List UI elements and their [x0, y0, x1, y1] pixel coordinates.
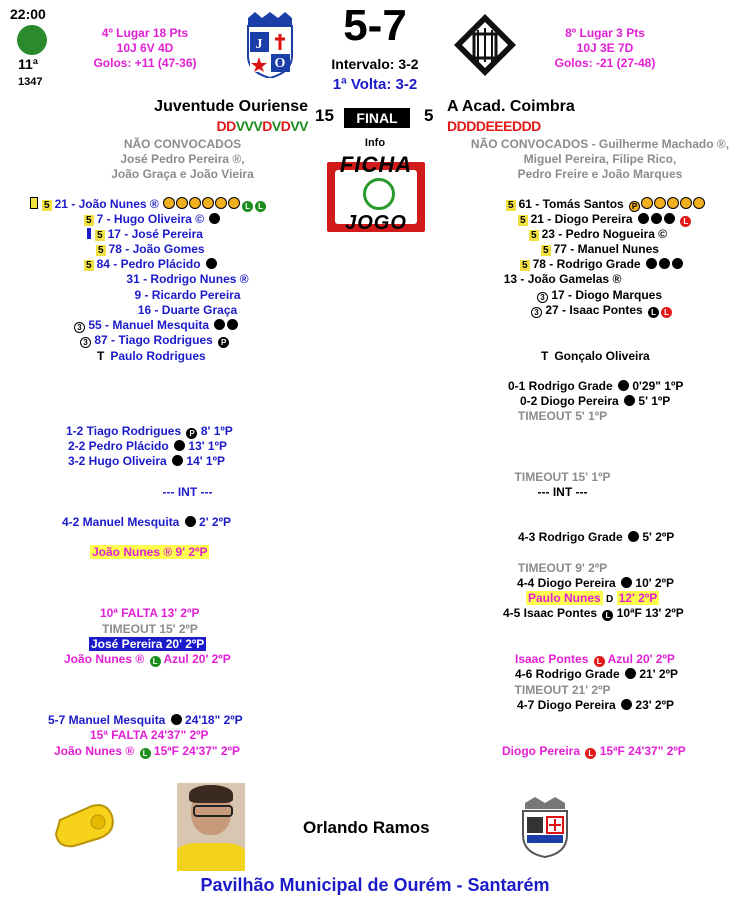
home-event [54, 744, 240, 759]
d-icon: D [606, 594, 614, 605]
event-text: 4-2 Manuel Mesquita [62, 515, 180, 529]
penalty-icon: P [629, 201, 640, 212]
five-badge: 5 [98, 245, 104, 256]
home-not-called-line: José Pedro Pereira ®, [120, 152, 245, 166]
five-badge: 5 [86, 215, 92, 226]
away-standing-line: 10J 3E 7D [576, 41, 634, 55]
home-event [64, 652, 231, 667]
event-text: Paulo Nunes [528, 591, 601, 605]
away-event-highlight [526, 591, 659, 607]
three-badge: 3 [537, 292, 548, 303]
home-team-name[interactable]: Juventude Ouriense [154, 98, 308, 115]
player-figure-icon [363, 178, 395, 210]
home-not-called-line: João Graça e João Vieira [111, 167, 254, 181]
away-player-row[interactable] [518, 212, 691, 227]
home-event [66, 424, 233, 439]
away-player-row[interactable] [541, 242, 659, 257]
player-name[interactable]: 21 - João Nunes ® [54, 197, 159, 211]
away-standing-line: 8º Lugar 3 Pts [565, 26, 645, 40]
away-player-row[interactable] [529, 227, 667, 242]
away-player-row[interactable] [529, 303, 672, 318]
three-badge: 3 [74, 322, 85, 333]
red-l-icon: L [594, 656, 605, 667]
five-badge: 5 [86, 260, 92, 271]
event-time: 14' 1ºP [186, 454, 225, 468]
away-event [515, 667, 678, 682]
svg-text:J: J [255, 37, 263, 52]
event-time: 15ªF 24'37" 2ºP [599, 744, 686, 758]
five-badge: 5 [522, 260, 528, 271]
away-timeout: TIMEOUT 15' 1ºP [514, 470, 611, 484]
green-l-icon: L [150, 656, 161, 667]
home-standing-line: Golos: +11 (47-36) [93, 56, 197, 70]
event-time: 5' 1ºP [638, 394, 671, 408]
l-icon: L [602, 610, 613, 621]
final-score: 5-7 [343, 1, 407, 50]
home-player-row[interactable] [30, 197, 266, 212]
player-name[interactable]: 31 - Rodrigo Nunes ® [126, 272, 249, 286]
ficha-text: FICHA [339, 152, 413, 177]
red-l-icon: L [680, 216, 691, 227]
green-l-icon: L [242, 201, 253, 212]
five-badge: 5 [531, 230, 537, 241]
player-name[interactable]: 21 - Diogo Pereira [530, 212, 633, 226]
home-not-called-line: NÃO CONVOCADOS [123, 137, 242, 151]
home-form-text: DDVVVDVDVV [216, 118, 308, 134]
away-event [508, 379, 683, 394]
event-text: 4-7 Diogo Pereira [517, 698, 616, 712]
event-time: 5' 2ºP [642, 530, 675, 544]
event-text: João Nunes ® 9' 2ºP [92, 545, 208, 559]
event-text: 4-5 Isaac Pontes [503, 606, 598, 620]
player-name[interactable]: 7 - Hugo Oliveira © [96, 212, 205, 226]
three-badge: 3 [80, 337, 91, 348]
referee-name[interactable]: Orlando Ramos [303, 818, 430, 837]
event-time: 12' 2ºP [618, 591, 658, 605]
event-text: 0-2 Diogo Pereira [520, 394, 619, 408]
event-text: José Pereira 20' 2ºP [91, 637, 205, 651]
rank: 11ª [18, 56, 38, 72]
away-team-name[interactable]: A Acad. Coimbra [447, 98, 575, 115]
event-text: 5-7 Manuel Mesquita [48, 713, 166, 727]
away-player-row[interactable] [520, 257, 683, 272]
venue: Pavilhão Municipal de Ourém - Santarém [200, 875, 550, 895]
away-event [518, 530, 674, 545]
svg-text:O: O [274, 56, 286, 71]
home-standing-line: 10J 6V 4D [116, 41, 174, 55]
event-time: 15ªF 24'37" 2ºP [153, 744, 240, 758]
event-time: Azul 20' 2ºP [607, 652, 675, 666]
event-time: 0'29" 1ºP [632, 379, 684, 393]
player-name[interactable]: 78 - Rodrigo Grade [532, 257, 641, 271]
ficha-jogo-logo[interactable] [327, 152, 425, 238]
penalty-icon: P [186, 428, 197, 439]
coach-name[interactable]: Paulo Rodrigues [110, 349, 206, 363]
event-time: 24'18" 2ºP [185, 713, 243, 727]
home-team-number: 15 [315, 106, 334, 125]
three-badge: 3 [531, 307, 542, 318]
away-player-row[interactable] [535, 288, 662, 303]
away-interval-marker: --- INT --- [537, 485, 588, 499]
home-player-row[interactable] [84, 212, 220, 227]
trainer-icon: T [541, 349, 549, 363]
five-badge: 5 [543, 245, 549, 256]
away-timeout: TIMEOUT 9' 2ºP [517, 561, 608, 575]
home-player-row[interactable] [0, 272, 375, 287]
match-time: 22:00 [10, 6, 46, 22]
player-name[interactable]: 27 - Isaac Pontes [545, 303, 643, 317]
event-text: João Nunes ® [64, 652, 145, 666]
event-time: Azul 20' 2ºP [163, 652, 231, 666]
player-name[interactable]: 16 - Duarte Graça [137, 303, 238, 317]
five-badge: 5 [44, 200, 50, 211]
red-l-icon: L [661, 307, 672, 318]
home-event [62, 515, 231, 530]
five-badge: 5 [520, 215, 526, 226]
player-name[interactable]: 17 - Diogo Marques [551, 288, 663, 302]
home-player-row[interactable] [0, 303, 375, 318]
away-not-called-line: NÃO CONVOCADOS - Guilherme Machado ®, [470, 137, 730, 151]
coach-name[interactable]: Gonçalo Oliveira [554, 349, 650, 363]
away-event [520, 394, 670, 409]
event-time: 13' 1ºP [188, 439, 227, 453]
away-event [503, 606, 684, 621]
away-coach-row[interactable] [541, 349, 650, 364]
jogo-text: JOGO [345, 212, 407, 234]
player-name[interactable]: 78 - João Gomes [108, 242, 205, 256]
home-foul: 15ª FALTA 24'37" 2ºP [90, 728, 209, 742]
red-l-icon: L [585, 748, 596, 759]
competition-logo[interactable] [17, 25, 47, 55]
referee-association-crest [515, 795, 575, 859]
home-standing-line: 4º Lugar 18 Pts [101, 26, 189, 40]
away-timeout: TIMEOUT 5' 1ºP [517, 409, 608, 423]
home-team-crest[interactable] [245, 12, 295, 78]
home-player-row[interactable] [87, 227, 203, 242]
away-form: DDDDEEEDDD [447, 118, 541, 134]
away-not-called-line: Miguel Pereira, Filipe Rico, [523, 152, 677, 166]
home-standing [75, 26, 215, 71]
home-event-highlight [90, 545, 209, 560]
goal-icon [206, 258, 217, 269]
trainer-icon: T [97, 349, 105, 363]
player-name[interactable]: 17 - José Pereira [107, 227, 203, 241]
player-name[interactable]: 84 - Pedro Plácido [96, 257, 201, 271]
away-event [502, 744, 686, 759]
home-event [68, 439, 227, 454]
home-player-row[interactable] [78, 333, 229, 348]
home-event [48, 713, 243, 728]
event-time: 10' 2ºP [635, 576, 674, 590]
info-link[interactable]: Info [364, 137, 386, 149]
away-not-called [455, 137, 745, 182]
event-time: 8' 1ºP [200, 424, 233, 438]
green-l-icon: L [140, 748, 151, 759]
green-l-icon: L [255, 201, 266, 212]
halftime-score: Intervalo: 3-2 [331, 56, 419, 72]
home-player-row[interactable] [84, 257, 217, 272]
event-text: João Nunes ® [54, 744, 135, 758]
whistle-icon [52, 800, 122, 850]
home-form [110, 118, 308, 134]
event-text: Isaac Pontes [515, 652, 589, 666]
player-name[interactable]: 23 - Pedro Nogueira © [541, 227, 668, 241]
home-player-row[interactable] [0, 288, 375, 303]
event-text: 2-2 Pedro Plácido [68, 439, 169, 453]
away-event [517, 576, 674, 591]
event-time: 10ªF 13' 2ºP [616, 606, 684, 620]
player-name[interactable]: 9 - Ricardo Pereira [134, 288, 241, 302]
penalty-icon: P [218, 337, 229, 348]
event-text: Diogo Pereira [502, 744, 581, 758]
player-name[interactable]: 77 - Manuel Nunes [553, 242, 659, 256]
player-name[interactable]: 87 - Tiago Rodrigues [94, 333, 213, 347]
event-time: 21' 2ºP [639, 667, 678, 681]
away-event [515, 652, 675, 667]
away-player-row[interactable] [506, 197, 705, 212]
event-text: 4-6 Rodrigo Grade [515, 667, 620, 681]
home-foul: 10ª FALTA 13' 2ºP [100, 606, 200, 620]
five-badge: 5 [508, 200, 514, 211]
home-not-called [60, 137, 305, 182]
away-team-number: 5 [424, 106, 434, 125]
first-leg-score: 1ª Volta: 3-2 [332, 76, 418, 93]
home-event [68, 454, 225, 469]
five-badge: 5 [97, 230, 103, 241]
away-timeout: TIMEOUT 21' 2ºP [514, 683, 611, 697]
final-status-badge: FINAL [344, 108, 410, 128]
event-time: 23' 2ºP [635, 698, 674, 712]
player-name[interactable]: 13 - João Gamelas ® [503, 272, 622, 286]
event-time: 2' 2ºP [199, 515, 231, 529]
home-interval-marker: --- INT --- [162, 485, 213, 499]
away-player-row[interactable] [375, 272, 750, 287]
away-standing [535, 26, 675, 71]
away-standing-line: Golos: -21 (27-48) [554, 56, 656, 70]
home-event-highlight [89, 637, 206, 652]
player-name[interactable]: 61 - Tomás Santos [518, 197, 624, 211]
away-event [517, 698, 674, 713]
away-not-called-line: Pedro Freire e João Marques [517, 167, 683, 181]
player-name[interactable]: 55 - Manuel Mesquita [88, 318, 210, 332]
event-text: 0-1 Rodrigo Grade [508, 379, 613, 393]
away-team-crest[interactable] [452, 12, 518, 78]
game-id: 1347 [18, 76, 43, 88]
event-text: 1-2 Tiago Rodrigues [66, 424, 182, 438]
event-text: 3-2 Hugo Oliveira [68, 454, 167, 468]
home-coach-row[interactable] [97, 349, 206, 364]
gk-icon [30, 197, 38, 209]
referee-photo[interactable] [177, 783, 245, 871]
event-text: 4-3 Rodrigo Grade [518, 530, 623, 544]
l-icon: L [648, 307, 659, 318]
home-player-row[interactable] [96, 242, 205, 257]
home-player-row[interactable] [72, 318, 238, 333]
blue-card-icon [87, 228, 91, 239]
event-text: 4-4 Diogo Pereira [517, 576, 616, 590]
home-timeout: TIMEOUT 15' 2ºP [102, 622, 198, 636]
goal-icon [209, 213, 220, 224]
